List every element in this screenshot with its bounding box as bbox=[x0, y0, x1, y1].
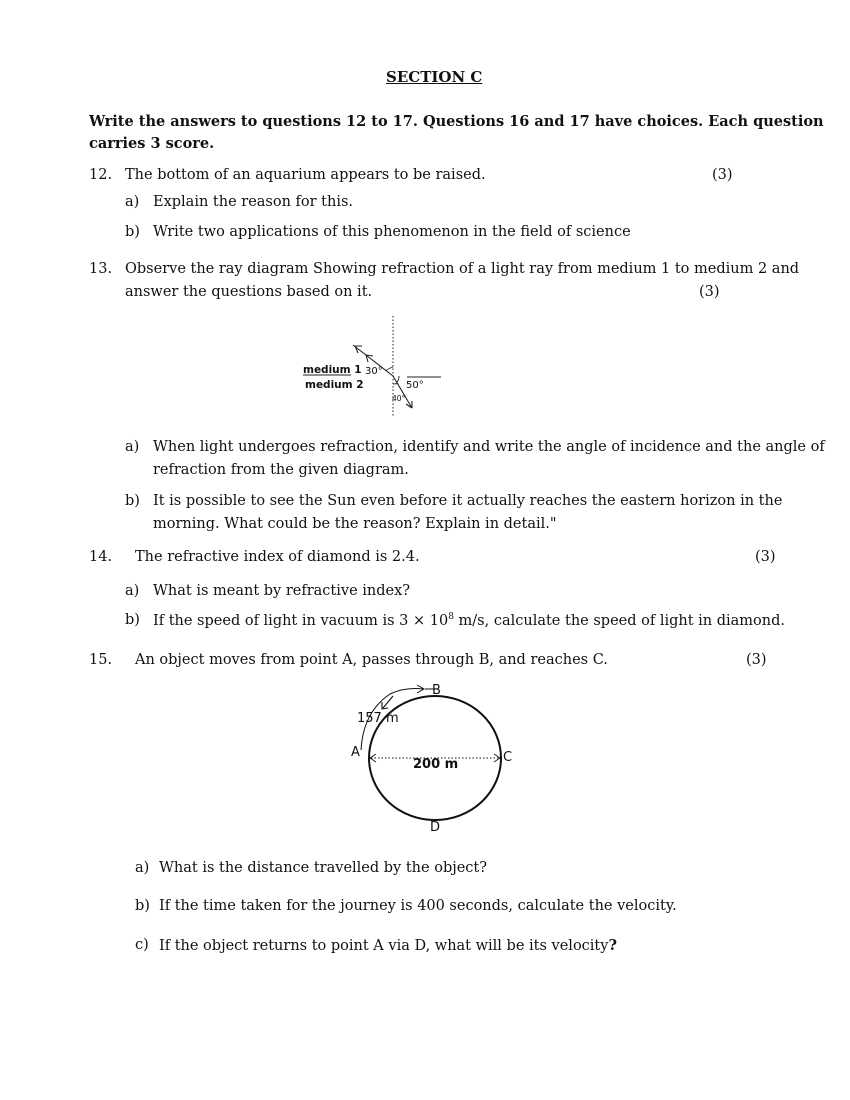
question-15c-text-pre: If the object returns to point A via D, what will be its velocity bbox=[159, 938, 609, 954]
arc-length-label: 157 m bbox=[357, 711, 399, 726]
angle-arc-40 bbox=[393, 383, 398, 384]
question-13-number: 13. bbox=[89, 261, 113, 277]
question-14b-text-pre: If the speed of light in vacuum is 3 × 10 bbox=[153, 612, 449, 629]
question-15-text: An object moves from point A, passes through B, and reaches C. bbox=[135, 652, 608, 668]
question-14a-label: a) bbox=[125, 583, 140, 599]
point-c-label: C bbox=[503, 750, 513, 765]
question-14b-text-post: m/s, calculate the speed of light in diamond. bbox=[453, 612, 786, 629]
question-12b-text: Write two applications of this phenomenon in the field of science bbox=[153, 224, 631, 240]
question-15-number: 15. bbox=[89, 652, 113, 668]
question-14-number: 14. bbox=[89, 549, 113, 565]
question-14b-text bbox=[153, 612, 785, 629]
question-12-text: The bottom of an aquarium appears to be raised. bbox=[125, 167, 486, 183]
question-13b-text-line-2: morning. What could be the reason? Explain in detail." bbox=[153, 516, 557, 532]
circular-path-diagram bbox=[345, 680, 525, 840]
question-15c-label: c) bbox=[135, 937, 149, 953]
question-13b-text-line-1: It is possible to see the Sun even before it actually reaches the eastern horizon in the bbox=[153, 493, 783, 509]
question-12-number: 12. bbox=[89, 167, 113, 183]
question-12-marks: (3) bbox=[712, 167, 733, 183]
question-15a-text: What is the distance travelled by the object? bbox=[159, 860, 488, 876]
angle-arc-50 bbox=[397, 376, 399, 382]
question-14b-exponent: 8 bbox=[448, 612, 454, 622]
instructions-line-2: carries 3 score. bbox=[89, 135, 215, 152]
point-d-label: D bbox=[430, 820, 441, 835]
section-title: SECTION C bbox=[386, 68, 483, 86]
question-13-text-line-2: answer the questions based on it. bbox=[125, 284, 373, 300]
refraction-ray-diagram bbox=[295, 312, 455, 417]
medium-2-label: medium 2 bbox=[305, 379, 364, 391]
question-15c-text bbox=[159, 937, 617, 954]
question-13-marks: (3) bbox=[699, 284, 720, 300]
question-14a-text: What is meant by refractive index? bbox=[153, 583, 411, 599]
question-15a-label: a) bbox=[135, 860, 150, 876]
question-13a-label: a) bbox=[125, 439, 140, 455]
question-13a-text-line-2: refraction from the given diagram. bbox=[153, 462, 409, 478]
question-12b-label: b) bbox=[125, 224, 140, 240]
question-15c-question-mark: ? bbox=[608, 937, 617, 954]
question-14b-label: b) bbox=[125, 612, 140, 628]
question-14-text: The refractive index of diamond is 2.4. bbox=[135, 549, 420, 565]
question-14-marks: (3) bbox=[755, 549, 776, 565]
question-13-text-line-1: Observe the ray diagram Showing refraction of a light ray from medium 1 to medium 2 and bbox=[125, 261, 800, 277]
question-15b-label: b) bbox=[135, 898, 150, 914]
angle-arc-30 bbox=[386, 367, 393, 371]
question-12a-text: Explain the reason for this. bbox=[153, 194, 354, 210]
angle-50-label: 50° bbox=[406, 380, 424, 391]
point-b-label: B bbox=[432, 683, 441, 698]
question-15-marks: (3) bbox=[746, 652, 767, 668]
question-15b-text: If the time taken for the journey is 400 seconds, calculate the velocity. bbox=[159, 898, 677, 914]
question-12a-label: a) bbox=[125, 194, 140, 210]
angle-40-label: 40° bbox=[392, 394, 406, 403]
instructions-line-1: Write the answers to questions 12 to 17. Questions 16 and 17 have choices. Each question bbox=[89, 113, 824, 130]
point-a-label: A bbox=[351, 745, 360, 760]
angle-30-label: 30° bbox=[365, 366, 383, 377]
question-13b-label: b) bbox=[125, 493, 140, 509]
question-13a-text-line-1: When light undergoes refraction, identify and write the angle of incidence and the angle of bbox=[153, 439, 825, 455]
medium-1-label: medium 1 bbox=[303, 364, 362, 376]
diameter-label: 200 m bbox=[413, 757, 459, 772]
